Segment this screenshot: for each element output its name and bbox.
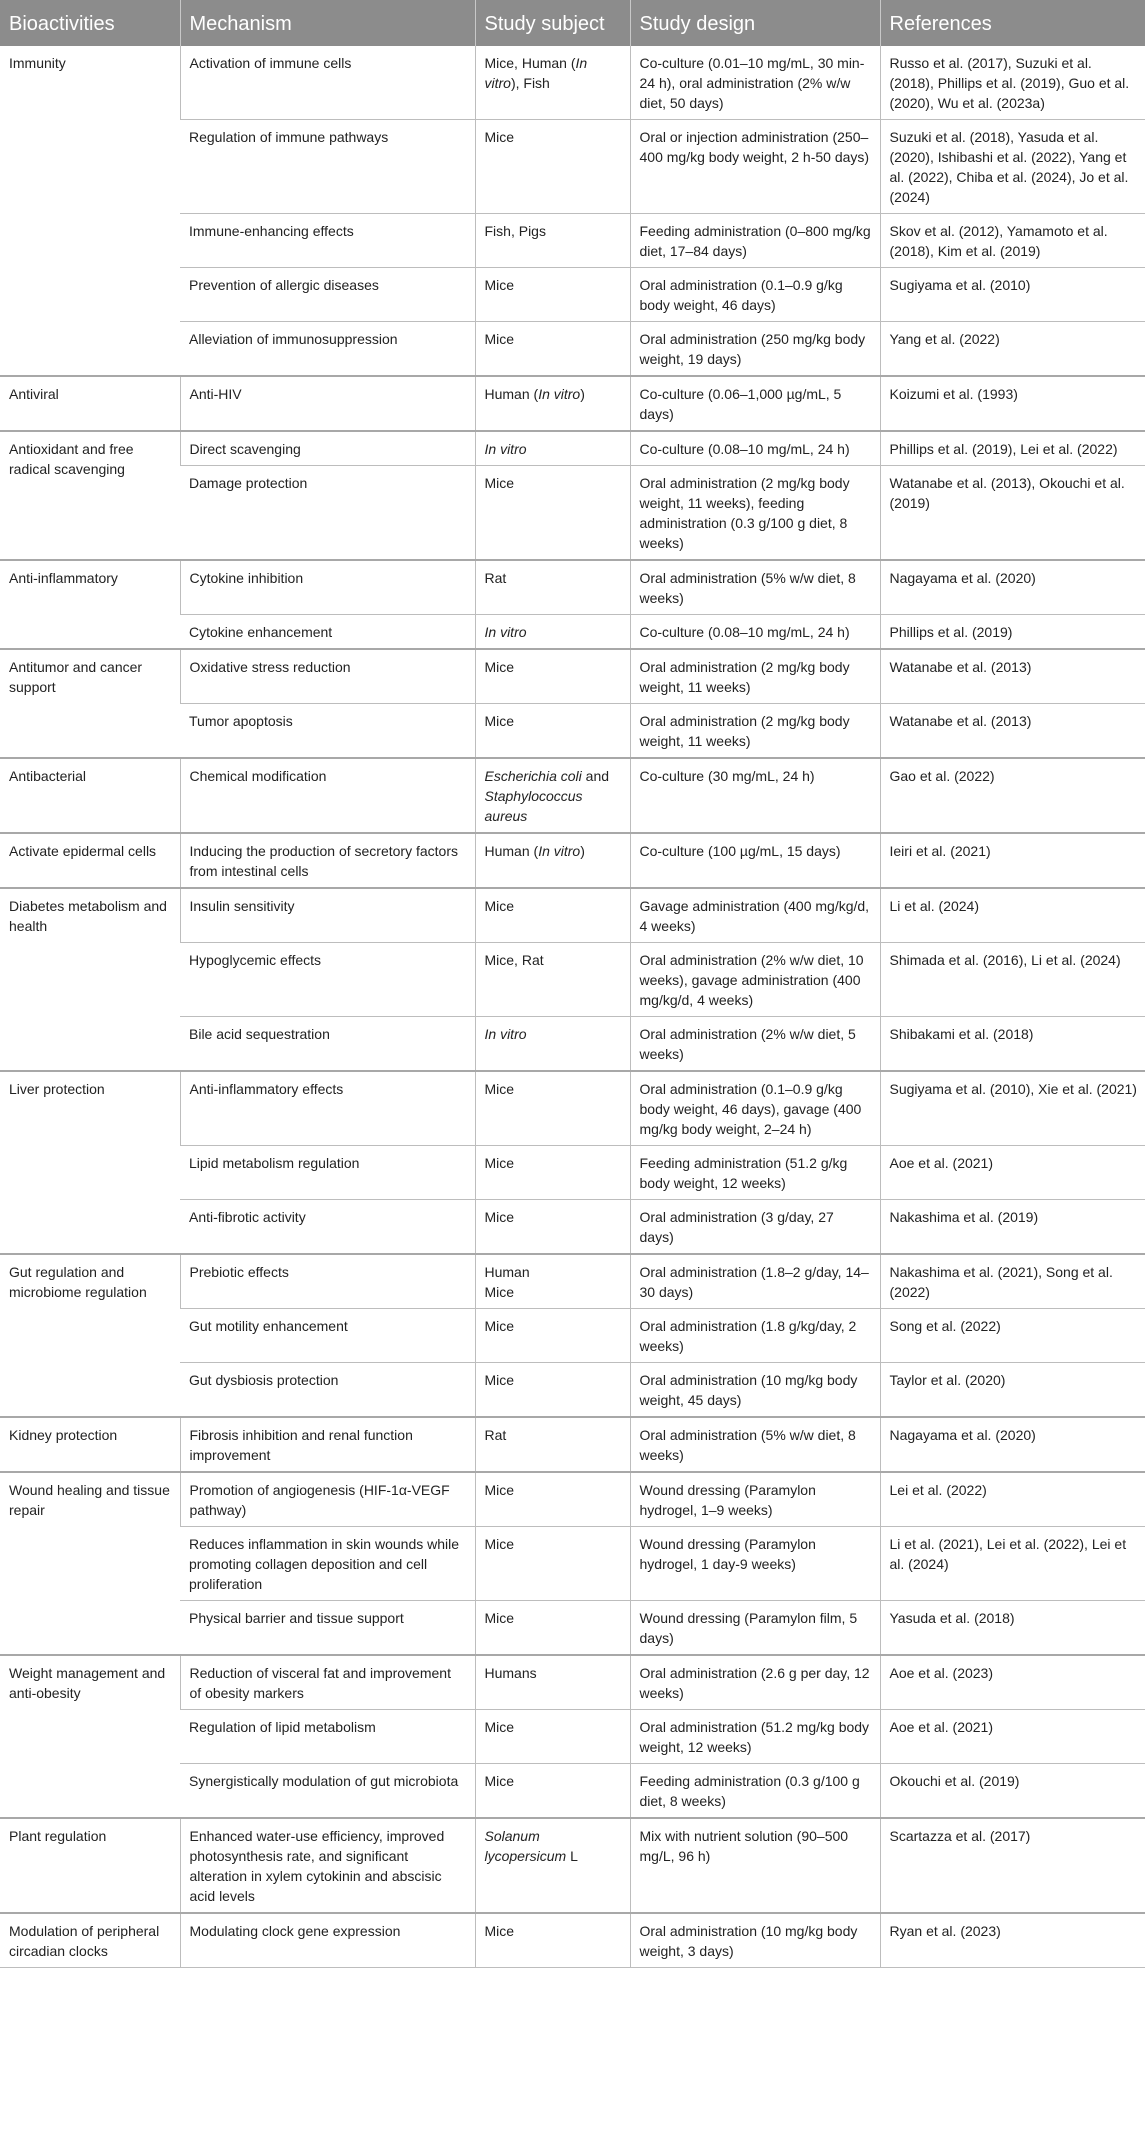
study-design-cell: Oral administration (2% w/w diet, 5 weeks) — [630, 1017, 880, 1072]
study-subject-cell — [475, 560, 630, 615]
references-cell: Ieiri et al. (2021) — [880, 833, 1145, 888]
references-cell: Li et al. (2024) — [880, 888, 1145, 943]
study-subject-cell — [475, 1472, 630, 1527]
study-subject-text: Mice — [484, 331, 515, 347]
table-row — [0, 1913, 1145, 1968]
references-cell: Aoe et al. (2021) — [880, 1710, 1145, 1764]
references-cell: Scartazza et al. (2017) — [880, 1818, 1145, 1913]
mechanism-cell: Reduction of visceral fat and improvement of obesity markers — [180, 1655, 475, 1710]
references-cell: Taylor et al. (2020) — [880, 1363, 1145, 1418]
study-design-cell: Oral administration (10 mg/kg body weight, 45 days) — [630, 1363, 880, 1418]
references-cell: Suzuki et al. (2018), Yasuda et al. (2020), Ishibashi et al. (2022), Yang et al. (2022), Chiba et al. (2024), Jo et al. (2024) — [880, 120, 1145, 214]
study-subject-cell — [475, 1146, 630, 1200]
header-bioactivities: Bioactivities — [0, 0, 180, 46]
study-subject-cell — [475, 1309, 630, 1363]
study-design-cell: Oral administration (0.1–0.9 g/kg body weight, 46 days) — [630, 268, 880, 322]
bioactivity-cell: Wound healing and tissue repair — [0, 1472, 180, 1655]
study-subject-text: L — [566, 1848, 578, 1864]
mechanism-cell: Reduces inflammation in skin wounds while promoting collagen deposition and cell proliferation — [180, 1527, 475, 1601]
study-design-cell: Gavage administration (400 mg/kg/d, 4 weeks) — [630, 888, 880, 943]
study-subject-italic: Solanum lycopersicum — [484, 1828, 567, 1864]
study-subject-italic: Escherichia coli — [484, 768, 582, 784]
study-subject-text: Mice — [484, 277, 515, 293]
references-cell: Nagayama et al. (2020) — [880, 560, 1145, 615]
mechanism-cell: Lipid metabolism regulation — [180, 1146, 475, 1200]
study-subject-text: ) — [580, 386, 585, 402]
mechanism-cell: Alleviation of immunosuppression — [180, 322, 475, 377]
references-cell: Koizumi et al. (1993) — [880, 376, 1145, 431]
study-subject-text: Rat — [484, 570, 507, 586]
study-subject-text: Mice — [484, 1536, 515, 1552]
study-subject-cell — [475, 1710, 630, 1764]
study-subject-cell — [475, 758, 630, 833]
study-subject-text: Mice, Human ( — [484, 55, 576, 71]
study-subject-italic: In vitro — [484, 441, 527, 457]
study-subject-cell — [475, 376, 630, 431]
references-cell: Gao et al. (2022) — [880, 758, 1145, 833]
bioactivity-cell: Modulation of peripheral circadian clocks — [0, 1913, 180, 1968]
table-row — [0, 376, 1145, 431]
study-subject-text: Mice — [484, 1773, 515, 1789]
study-subject-text: Human ( — [484, 843, 539, 859]
references-cell: Ryan et al. (2023) — [880, 1913, 1145, 1968]
study-subject-text: Human — [484, 1264, 530, 1280]
study-subject-cell — [475, 1071, 630, 1146]
study-design-cell: Oral administration (2 mg/kg body weight, 11 weeks), feeding administration (0.3 g/100 g diet, 8 weeks) — [630, 466, 880, 561]
mechanism-cell: Oxidative stress reduction — [180, 649, 475, 704]
mechanism-cell: Damage protection — [180, 466, 475, 561]
study-design-cell: Co-culture (0.01–10 mg/mL, 30 min-24 h), oral administration (2% w/w diet, 50 days) — [630, 46, 880, 120]
bioactivity-cell: Plant regulation — [0, 1818, 180, 1913]
study-subject-text: Mice — [484, 1318, 515, 1334]
study-design-cell: Oral administration (250 mg/kg body weight, 19 days) — [630, 322, 880, 377]
references-cell: Watanabe et al. (2013) — [880, 649, 1145, 704]
mechanism-cell: Synergistically modulation of gut microbiota — [180, 1764, 475, 1819]
study-subject-cell — [475, 1601, 630, 1656]
references-cell: Song et al. (2022) — [880, 1309, 1145, 1363]
study-design-cell: Oral administration (51.2 mg/kg body weight, 12 weeks) — [630, 1710, 880, 1764]
bioactivity-cell: Anti-inflammatory — [0, 560, 180, 649]
mechanism-cell: Gut motility enhancement — [180, 1309, 475, 1363]
study-subject-cell — [475, 943, 630, 1017]
study-subject-text: Mice — [484, 475, 515, 491]
study-subject-cell — [475, 1017, 630, 1072]
study-subject-cell — [475, 1655, 630, 1710]
study-design-cell: Oral administration (2 mg/kg body weight, 11 weeks) — [630, 704, 880, 759]
references-cell: Russo et al. (2017), Suzuki et al. (2018), Phillips et al. (2019), Guo et al. (2020), Wu et al. (2023a) — [880, 46, 1145, 120]
table-row — [0, 888, 1145, 943]
references-cell: Skov et al. (2012), Yamamoto et al. (2018), Kim et al. (2019) — [880, 214, 1145, 268]
table-row — [0, 431, 1145, 466]
study-subject-cell — [475, 1764, 630, 1819]
study-subject-italic: In vitro — [484, 55, 588, 91]
study-design-cell: Oral administration (3 g/day, 27 days) — [630, 1200, 880, 1255]
study-subject-text: ), Fish — [510, 75, 550, 91]
study-design-cell: Oral administration (5% w/w diet, 8 weeks) — [630, 1417, 880, 1472]
study-subject-cell — [475, 1200, 630, 1255]
references-cell: Okouchi et al. (2019) — [880, 1764, 1145, 1819]
study-subject-cell — [475, 268, 630, 322]
study-design-cell: Oral administration (1.8–2 g/day, 14–30 days) — [630, 1254, 880, 1309]
study-subject-text: Mice, Rat — [484, 952, 544, 968]
study-subject-italic: In vitro — [484, 1026, 527, 1042]
study-design-cell: Wound dressing (Paramylon hydrogel, 1–9 weeks) — [630, 1472, 880, 1527]
study-subject-cell — [475, 888, 630, 943]
table-row — [0, 46, 1145, 120]
study-subject-cell — [475, 1417, 630, 1472]
references-cell: Nagayama et al. (2020) — [880, 1417, 1145, 1472]
references-cell: Lei et al. (2022) — [880, 1472, 1145, 1527]
study-subject-cell — [475, 1254, 630, 1309]
study-subject-text: Mice — [484, 1482, 515, 1498]
table-row — [0, 758, 1145, 833]
study-subject-text: Mice — [484, 129, 515, 145]
header-mechanism: Mechanism — [180, 0, 475, 46]
mechanism-cell: Fibrosis inhibition and renal function improvement — [180, 1417, 475, 1472]
mechanism-cell: Anti-HIV — [180, 376, 475, 431]
study-subject-cell — [475, 1913, 630, 1968]
study-design-cell: Oral administration (1.8 g/kg/day, 2 weeks) — [630, 1309, 880, 1363]
bioactivity-cell: Activate epidermal cells — [0, 833, 180, 888]
study-design-cell: Feeding administration (0.3 g/100 g diet, 8 weeks) — [630, 1764, 880, 1819]
study-subject-text: Mice — [484, 898, 515, 914]
study-subject-text: ) — [580, 843, 585, 859]
mechanism-cell: Inducing the production of secretory factors from intestinal cells — [180, 833, 475, 888]
study-design-cell: Wound dressing (Paramylon hydrogel, 1 day-9 weeks) — [630, 1527, 880, 1601]
study-subject-italic: In vitro — [538, 843, 581, 859]
study-subject-cell — [475, 615, 630, 650]
table-row — [0, 1472, 1145, 1527]
bioactivity-cell: Immunity — [0, 46, 180, 376]
study-subject-cell — [475, 322, 630, 377]
study-design-cell: Oral administration (2.6 g per day, 12 weeks) — [630, 1655, 880, 1710]
table-row — [0, 649, 1145, 704]
table-row — [0, 1417, 1145, 1472]
study-design-cell: Mix with nutrient solution (90–500 mg/L, 96 h) — [630, 1818, 880, 1913]
study-subject-text: Mice — [484, 1923, 515, 1939]
study-subject-text: Mice — [484, 1284, 515, 1300]
study-subject-italic: Staphylococcus aureus — [484, 788, 583, 824]
study-subject-text: Mice — [484, 1209, 515, 1225]
study-subject-text: Human ( — [484, 386, 539, 402]
study-subject-text: Humans — [484, 1665, 537, 1681]
mechanism-cell: Activation of immune cells — [180, 46, 475, 120]
study-subject-italic: In vitro — [484, 624, 527, 640]
header-row — [0, 0, 1145, 46]
mechanism-cell: Cytokine inhibition — [180, 560, 475, 615]
mechanism-cell: Enhanced water-use efficiency, improved photosynthesis rate, and significant alteration in xylem cytokinin and abscisic acid levels — [180, 1818, 475, 1913]
study-design-cell: Feeding administration (51.2 g/kg body weight, 12 weeks) — [630, 1146, 880, 1200]
study-subject-cell — [475, 704, 630, 759]
references-cell: Watanabe et al. (2013) — [880, 704, 1145, 759]
study-subject-text: Rat — [484, 1427, 507, 1443]
mechanism-cell: Immune-enhancing effects — [180, 214, 475, 268]
mechanism-cell: Anti-inflammatory effects — [180, 1071, 475, 1146]
bioactivity-cell: Antitumor and cancer support — [0, 649, 180, 758]
study-design-cell: Co-culture (0.06–1,000 µg/mL, 5 days) — [630, 376, 880, 431]
study-subject-text: and — [581, 768, 610, 784]
references-cell: Nakashima et al. (2021), Song et al. (2022) — [880, 1254, 1145, 1309]
mechanism-cell: Modulating clock gene expression — [180, 1913, 475, 1968]
study-subject-cell — [475, 649, 630, 704]
study-design-cell: Co-culture (100 µg/mL, 15 days) — [630, 833, 880, 888]
study-subject-cell — [475, 1527, 630, 1601]
study-subject-cell — [475, 1363, 630, 1418]
mechanism-cell: Chemical modification — [180, 758, 475, 833]
references-cell: Sugiyama et al. (2010), Xie et al. (2021) — [880, 1071, 1145, 1146]
table-body — [0, 46, 1145, 1968]
bioactivity-cell: Antiviral — [0, 376, 180, 431]
study-subject-text: Fish, Pigs — [484, 223, 546, 239]
mechanism-cell: Prebiotic effects — [180, 1254, 475, 1309]
mechanism-cell: Cytokine enhancement — [180, 615, 475, 650]
references-cell: Li et al. (2021), Lei et al. (2022), Lei et al. (2024) — [880, 1527, 1145, 1601]
study-design-cell: Wound dressing (Paramylon film, 5 days) — [630, 1601, 880, 1656]
study-design-cell: Co-culture (0.08–10 mg/mL, 24 h) — [630, 431, 880, 466]
study-subject-cell — [475, 466, 630, 561]
references-cell: Aoe et al. (2021) — [880, 1146, 1145, 1200]
table-row — [0, 1071, 1145, 1146]
header-study-design: Study design — [630, 0, 880, 46]
mechanism-cell: Promotion of angiogenesis (HIF-1α-VEGF pathway) — [180, 1472, 475, 1527]
table-row — [0, 1818, 1145, 1913]
references-cell: Shimada et al. (2016), Li et al. (2024) — [880, 943, 1145, 1017]
table-header — [0, 0, 1145, 46]
study-subject-cell — [475, 214, 630, 268]
references-cell: Shibakami et al. (2018) — [880, 1017, 1145, 1072]
study-design-cell: Oral administration (10 mg/kg body weight, 3 days) — [630, 1913, 880, 1968]
header-references: References — [880, 0, 1145, 46]
bioactivity-cell: Diabetes metabolism and health — [0, 888, 180, 1071]
mechanism-cell: Hypoglycemic effects — [180, 943, 475, 1017]
references-cell: Yasuda et al. (2018) — [880, 1601, 1145, 1656]
references-cell: Yang et al. (2022) — [880, 322, 1145, 377]
study-design-cell: Oral administration (5% w/w diet, 8 weeks) — [630, 560, 880, 615]
study-subject-cell — [475, 120, 630, 214]
study-subject-text: Mice — [484, 659, 515, 675]
table-row — [0, 833, 1145, 888]
study-subject-cell — [475, 833, 630, 888]
study-subject-text: Mice — [484, 1372, 515, 1388]
references-cell: Aoe et al. (2023) — [880, 1655, 1145, 1710]
references-cell: Phillips et al. (2019), Lei et al. (2022) — [880, 431, 1145, 466]
bioactivity-cell: Weight management and anti-obesity — [0, 1655, 180, 1818]
mechanism-cell: Gut dysbiosis protection — [180, 1363, 475, 1418]
study-subject-text: Mice — [484, 1719, 515, 1735]
study-subject-text: Mice — [484, 1610, 515, 1626]
mechanism-cell: Insulin sensitivity — [180, 888, 475, 943]
table-row — [0, 1254, 1145, 1309]
mechanism-cell: Anti-fibrotic activity — [180, 1200, 475, 1255]
bioactivity-cell: Antioxidant and free radical scavenging — [0, 431, 180, 560]
mechanism-cell: Direct scavenging — [180, 431, 475, 466]
study-subject-cell — [475, 1818, 630, 1913]
study-subject-text: Mice — [484, 713, 515, 729]
bioactivity-cell: Kidney protection — [0, 1417, 180, 1472]
study-design-cell: Co-culture (30 mg/mL, 24 h) — [630, 758, 880, 833]
study-subject-cell — [475, 46, 630, 120]
mechanism-cell: Bile acid sequestration — [180, 1017, 475, 1072]
mechanism-cell: Tumor apoptosis — [180, 704, 475, 759]
mechanism-cell: Regulation of immune pathways — [180, 120, 475, 214]
mechanism-cell: Prevention of allergic diseases — [180, 268, 475, 322]
references-cell: Sugiyama et al. (2010) — [880, 268, 1145, 322]
header-study-subject: Study subject — [475, 0, 630, 46]
study-design-cell: Feeding administration (0–800 mg/kg diet, 17–84 days) — [630, 214, 880, 268]
study-subject-text: Mice — [484, 1081, 515, 1097]
study-subject-cell — [475, 431, 630, 466]
study-design-cell: Oral administration (2% w/w diet, 10 weeks), gavage administration (400 mg/kg/d, 4 weeks) — [630, 943, 880, 1017]
table-row — [0, 1655, 1145, 1710]
mechanism-cell: Regulation of lipid metabolism — [180, 1710, 475, 1764]
study-design-cell: Oral or injection administration (250–400 mg/kg body weight, 2 h-50 days) — [630, 120, 880, 214]
references-cell: Watanabe et al. (2013), Okouchi et al. (2019) — [880, 466, 1145, 561]
table-row — [0, 560, 1145, 615]
study-design-cell: Co-culture (0.08–10 mg/mL, 24 h) — [630, 615, 880, 650]
study-design-cell: Oral administration (0.1–0.9 g/kg body weight, 46 days), gavage (400 mg/kg body weight, 2–24 h) — [630, 1071, 880, 1146]
bioactivity-cell: Liver protection — [0, 1071, 180, 1254]
study-subject-italic: In vitro — [538, 386, 581, 402]
study-subject-text: Mice — [484, 1155, 515, 1171]
mechanism-cell: Physical barrier and tissue support — [180, 1601, 475, 1656]
references-cell: Phillips et al. (2019) — [880, 615, 1145, 650]
bioactivity-cell: Antibacterial — [0, 758, 180, 833]
study-design-cell: Oral administration (2 mg/kg body weight, 11 weeks) — [630, 649, 880, 704]
bioactivity-cell: Gut regulation and microbiome regulation — [0, 1254, 180, 1417]
references-cell: Nakashima et al. (2019) — [880, 1200, 1145, 1255]
